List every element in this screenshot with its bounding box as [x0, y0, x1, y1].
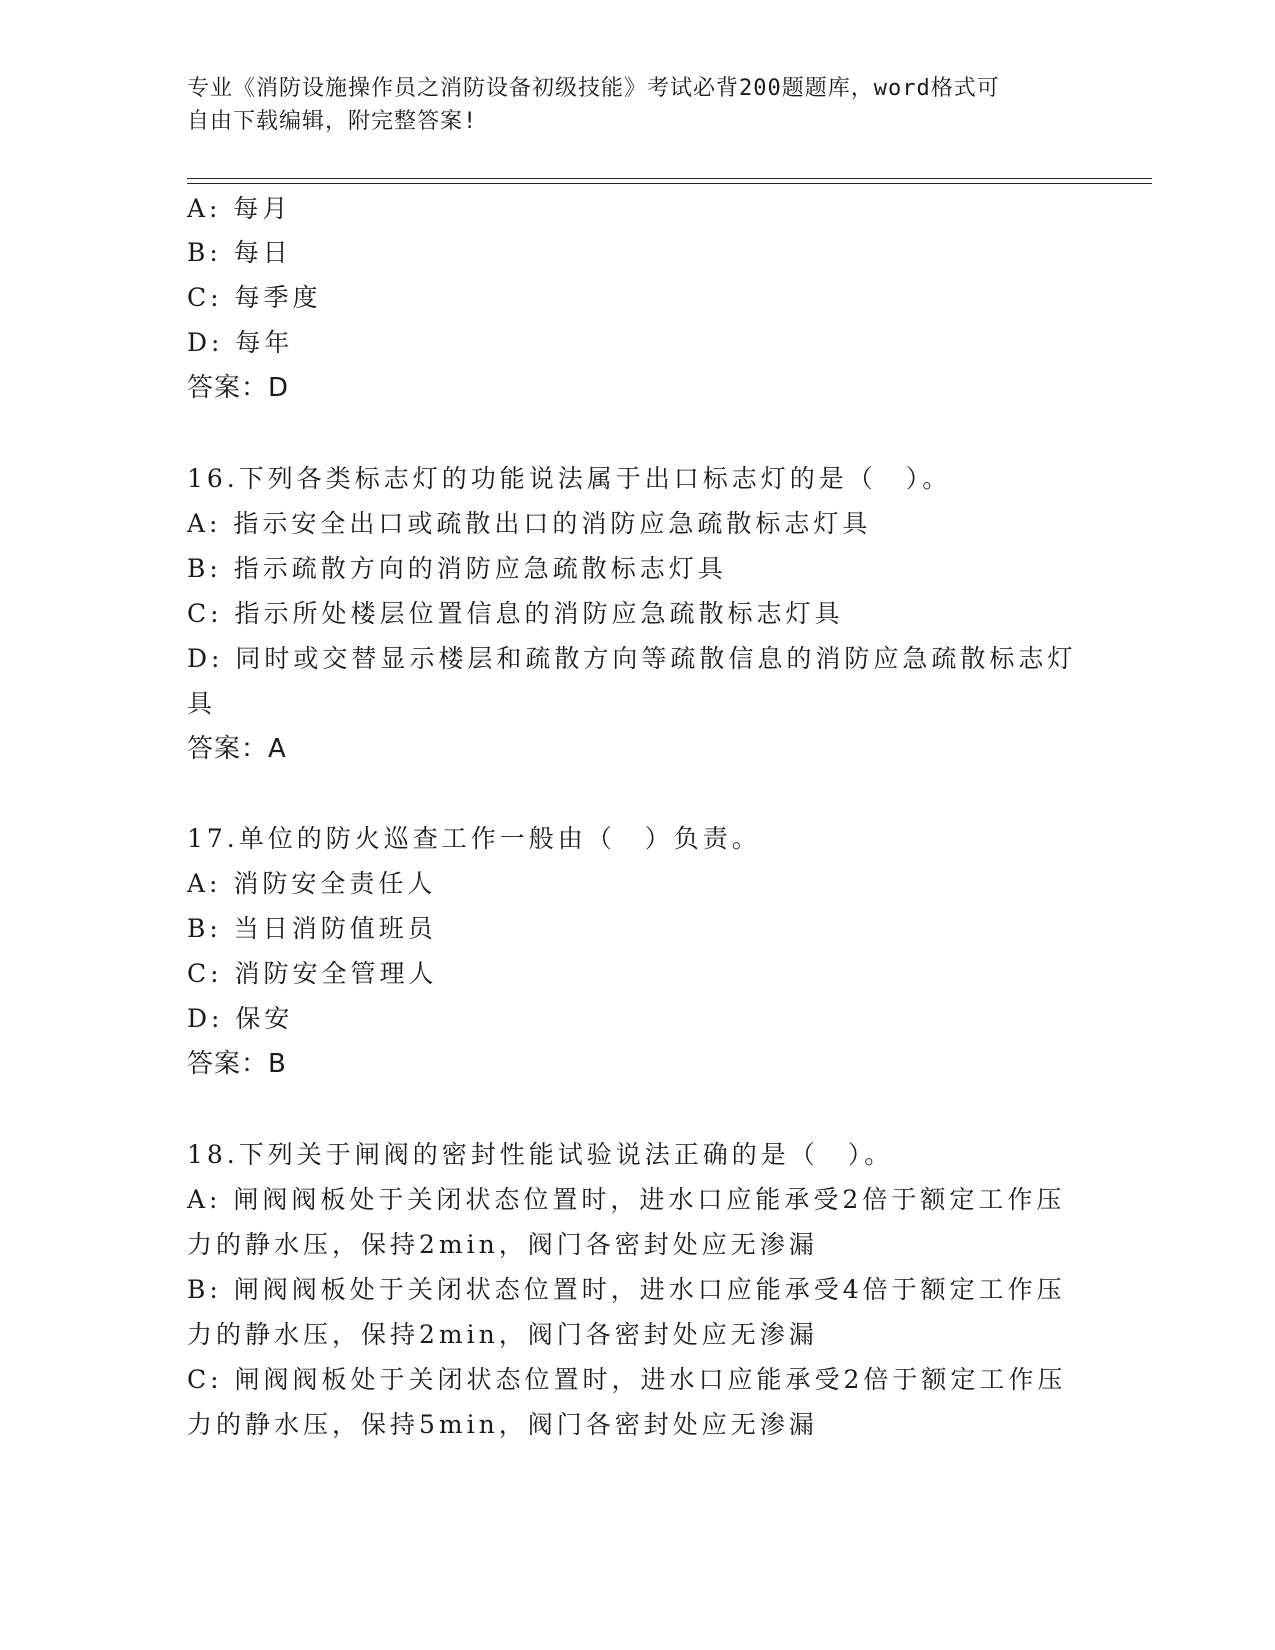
q15-option-c: C: 每季度 [187, 283, 322, 312]
q16-option-b: B: 指示疏散方向的消防应急疏散标志灯具 [187, 554, 727, 583]
header-divider-top [187, 178, 1152, 179]
q18-option-b-continued: 力的静水压，保持2min，阀门各密封处应无渗漏 [187, 1320, 818, 1349]
q16-stem: 16.下列各类标志灯的功能说法属于出口标志灯的是（ ）。 [187, 464, 952, 493]
q17-option-a: A: 消防安全责任人 [187, 869, 437, 898]
q18-option-c: C: 闸阀阀板处于关闭状态位置时，进水口应能承受2倍于额定工作压 [187, 1365, 1067, 1394]
q16-option-d-continued: 具 [187, 689, 217, 718]
q18-option-b: B: 闸阀阀板处于关闭状态位置时，进水口应能承受4倍于额定工作压 [187, 1275, 1066, 1304]
q16-option-c: C: 指示所处楼层位置信息的消防应急疏散标志灯具 [187, 599, 844, 628]
q18-option-c-continued: 力的静水压，保持5min，阀门各密封处应无渗漏 [187, 1410, 818, 1439]
q17-answer: 答案：B [187, 1049, 287, 1079]
q15-option-b: B: 每日 [187, 238, 292, 267]
q16-option-a: A: 指示安全出口或疏散出口的消防应急疏散标志灯具 [187, 509, 872, 538]
q15-option-d: D: 每年 [187, 328, 294, 357]
q17-option-b: B: 当日消防值班员 [187, 914, 437, 943]
q15-option-a: A: 每月 [187, 194, 292, 223]
q18-stem: 18.下列关于闸阀的密封性能试验说法正确的是（ ）。 [187, 1140, 894, 1169]
header-line-1: 专业《消防设施操作员之消防设备初级技能》考试必背200题题库，word格式可 [187, 76, 1000, 101]
q16-option-d: D: 同时或交替显示楼层和疏散方向等疏散信息的消防应急疏散标志灯 [187, 644, 1077, 673]
q17-option-c: C: 消防安全管理人 [187, 959, 438, 988]
document-header [187, 72, 1067, 138]
q18-option-a: A: 闸阀阀板处于关闭状态位置时，进水口应能承受2倍于额定工作压 [187, 1185, 1066, 1214]
header-divider-bottom [187, 183, 1152, 184]
q16-answer: 答案：A [187, 734, 287, 764]
header-line-2: 自由下载编辑，附完整答案! [187, 109, 478, 134]
q15-answer: 答案：D [187, 373, 290, 403]
q17-option-d: D: 保安 [187, 1004, 294, 1033]
q17-stem: 17.单位的防火巡查工作一般由（ ）负责。 [187, 824, 761, 853]
q18-option-a-continued: 力的静水压，保持2min，阀门各密封处应无渗漏 [187, 1230, 818, 1259]
